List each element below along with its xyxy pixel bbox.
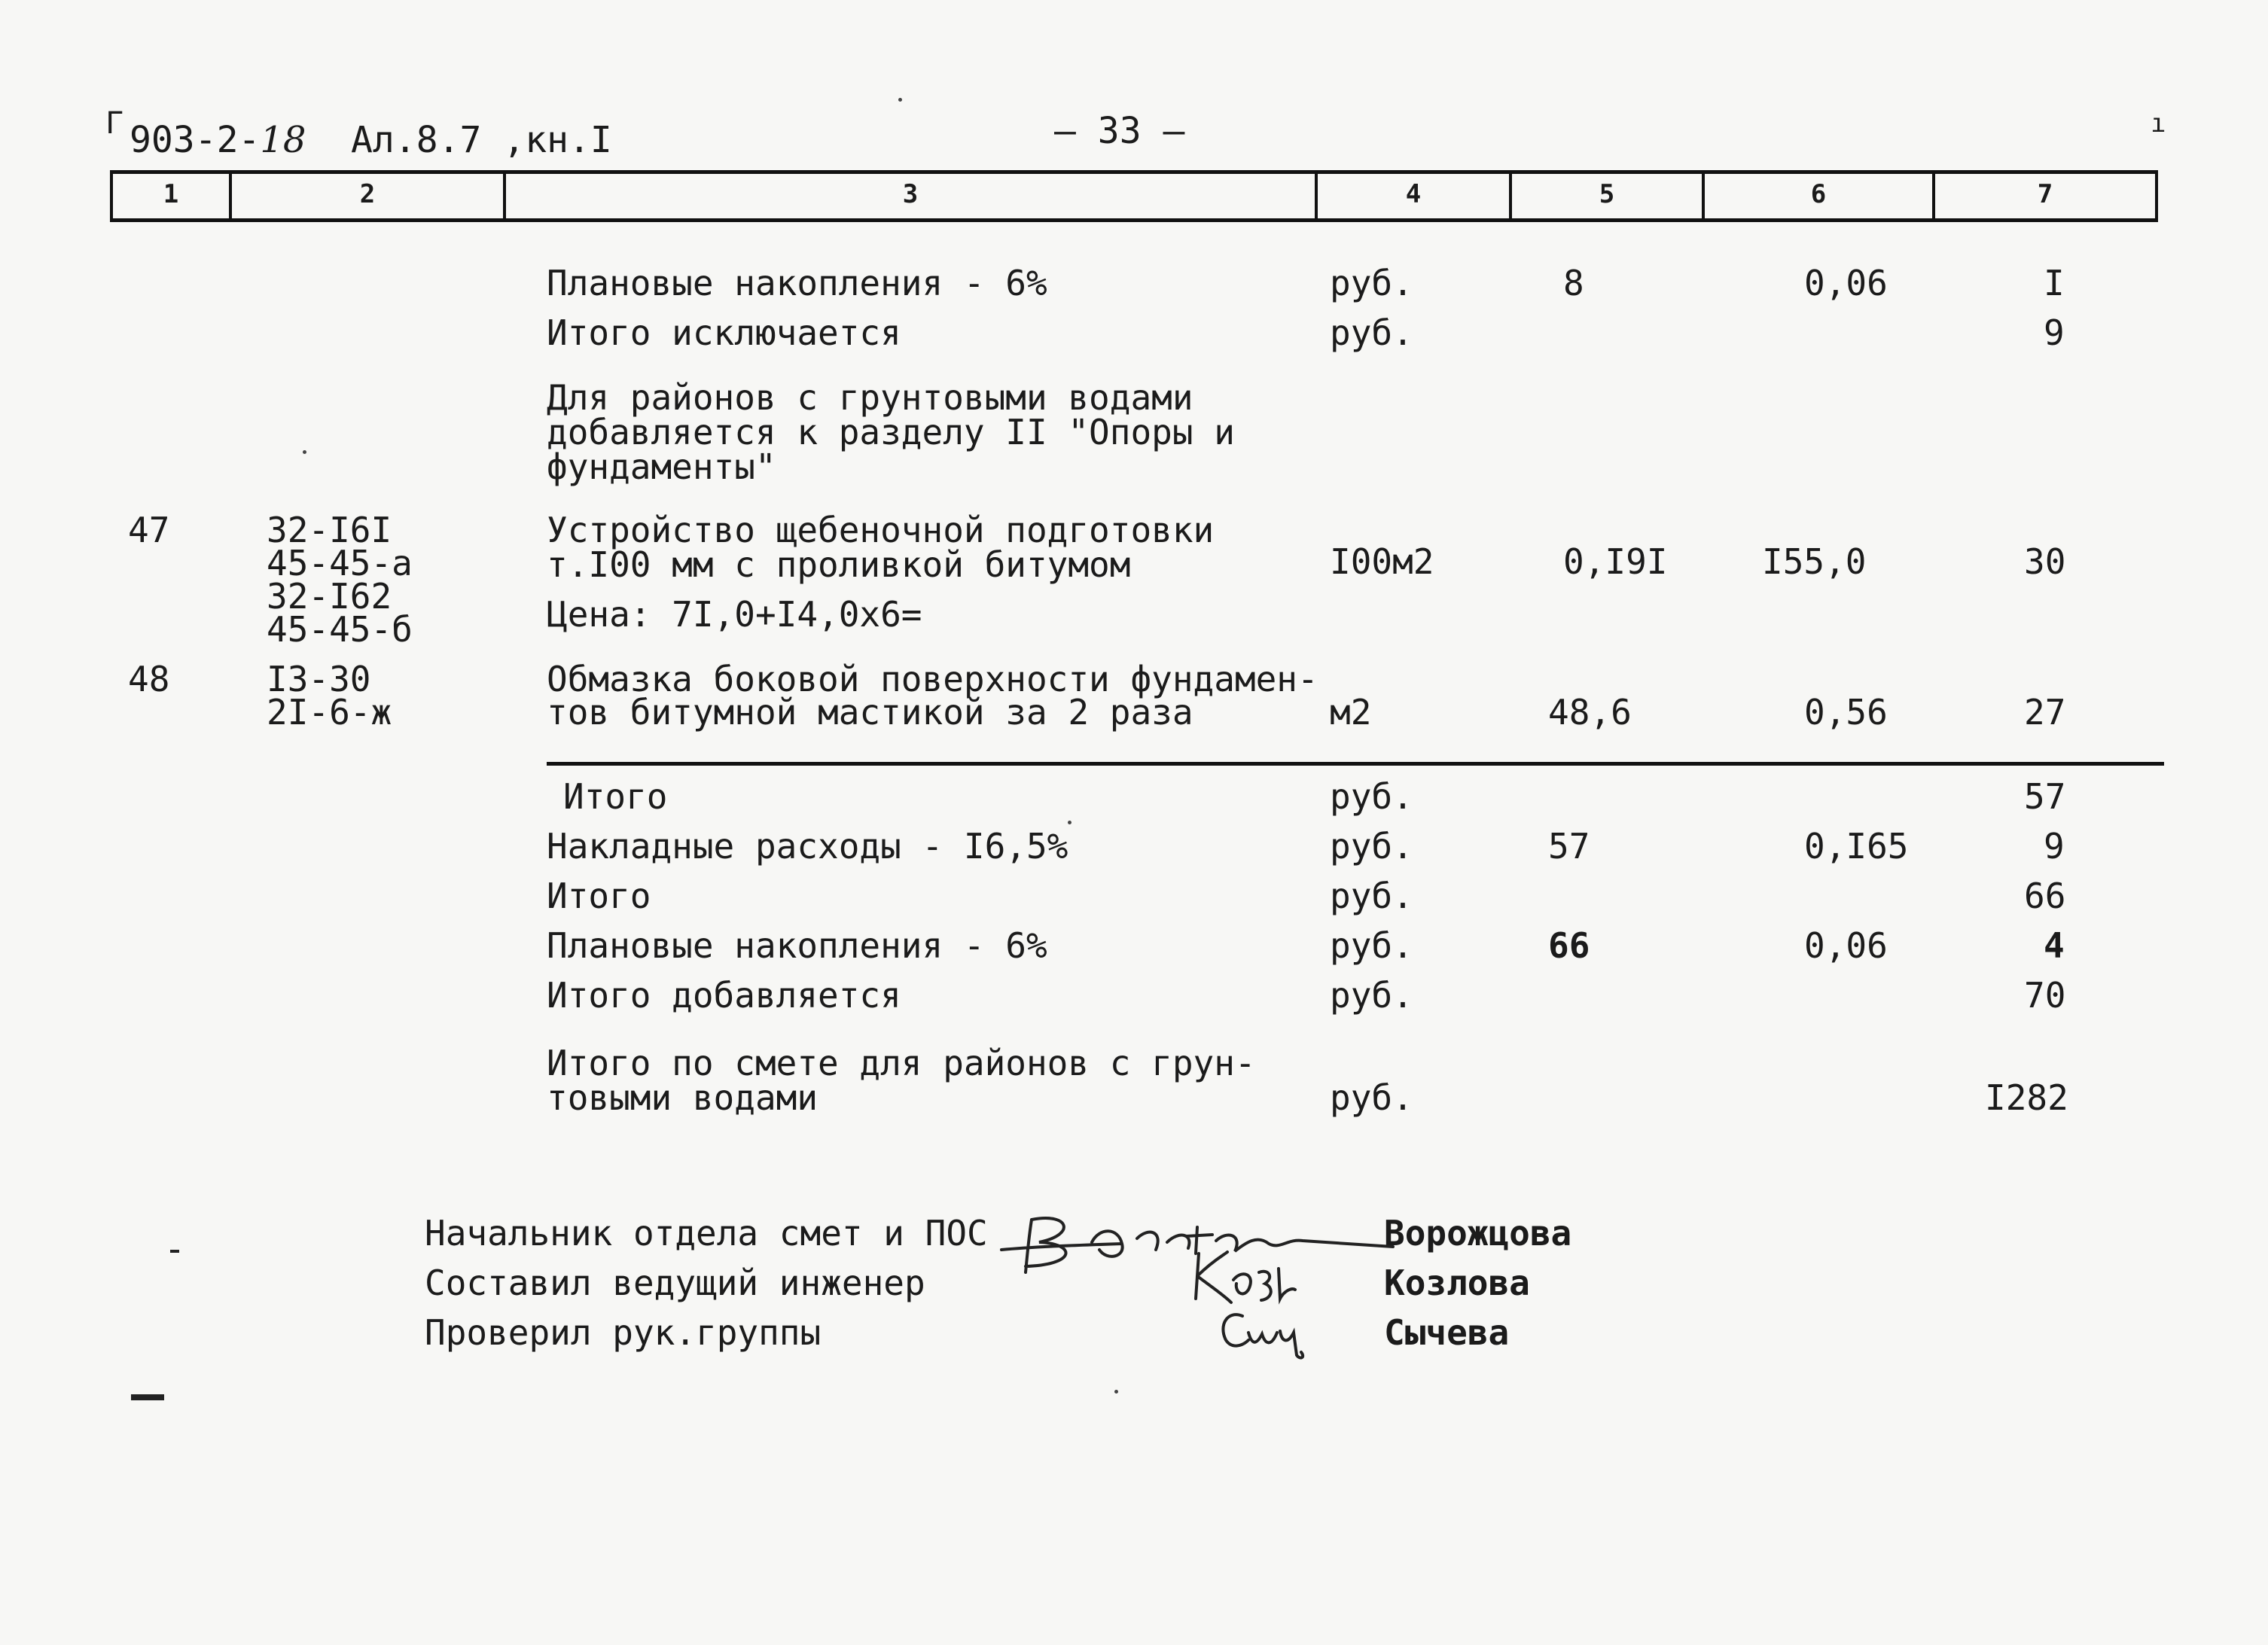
doc-code-number: 18 [260,119,306,161]
row-description: Плановые накопления - 6% [547,925,1047,966]
note-line: фундаменты" [547,446,776,487]
item-code: I3-30 [267,659,371,699]
item-price-formula: Цена: 7I,0+I4,0х6= [547,594,922,635]
signatory-role: Проверил рук.группы [425,1312,822,1353]
right-margin-mark: ı [2151,108,2166,139]
row-unit-price: 0,06 [1804,263,1888,303]
signatory-role: Составил ведущий инженер [425,1263,925,1303]
doc-code-series: 903-2- [130,119,261,161]
scan-speck [303,450,306,454]
item-code: 32-I6I [267,510,392,550]
row-unit-price: I55,0 [1762,541,1867,582]
column-number: 5 [1599,179,1615,209]
row-unit: руб. [1330,263,1413,303]
row-unit-price: 0,56 [1804,692,1888,733]
row-total: 4 [2044,925,2065,966]
row-quantity: 0,I9I [1563,541,1668,582]
scan-speck [1068,821,1072,824]
row-quantity: 66 [1548,925,1590,966]
row-total: 27 [2024,692,2066,733]
row-total: 9 [2044,826,2065,867]
row-unit: руб. [1330,312,1413,353]
column-header-bottom-rule [110,218,2158,222]
item-code: 45-45-а [267,543,413,583]
row-quantity: 8 [1563,263,1584,303]
grand-total-value: I282 [1985,1077,2068,1118]
note-line: добавляется к разделу II "Опоры и [547,412,1235,452]
column-number: 4 [1405,179,1422,209]
signatory-role: Начальник отдела смет и ПОС [425,1213,988,1254]
page-number: — 33 — [1054,110,1185,152]
signatory-name: Сычева [1384,1312,1510,1353]
row-unit: руб. [1330,975,1413,1016]
column-number: 1 [163,179,179,209]
row-unit: м2 [1330,692,1372,733]
grand-total-unit: руб. [1330,1077,1413,1118]
grand-total-description: товыми водами [547,1077,818,1118]
doc-code [130,119,306,161]
item-description: Обмазка боковой поверхности фундамен- [547,659,1318,699]
column-number: 7 [2037,179,2053,209]
signatory-name: Козлова [1384,1263,1530,1303]
row-total: 57 [2024,776,2066,817]
row-description: Итого исключается [547,312,901,353]
corner-mark: Г [105,106,124,141]
scan-speck [1114,1390,1118,1394]
item-description: т.I00 мм с проливкой битумом [547,544,1131,585]
item-code: 45-45-б [267,609,413,650]
note-line: Для районов с грунтовыми водами [547,377,1193,418]
row-unit: руб. [1330,826,1413,867]
row-total: 66 [2024,876,2066,916]
column-number: 3 [902,179,919,209]
column-divider [2155,170,2158,222]
column-number: 2 [359,179,376,209]
column-number: 6 [1810,179,1827,209]
item-description: Устройство щебеночной подготовки [547,510,1215,550]
row-unit: руб. [1330,776,1413,817]
row-quantity: 57 [1548,826,1590,867]
row-description: Итого добавляется [547,975,901,1016]
row-total: 9 [2044,312,2065,353]
row-unit: руб. [1330,876,1413,916]
item-number: 47 [128,510,170,550]
scan-mark [131,1394,164,1400]
item-code: 32-I62 [267,576,392,617]
handwritten-signature-sycheva [1212,1302,1310,1363]
row-description: Накладные расходы - I6,5% [547,826,1068,867]
column-header-top-rule [110,170,2158,174]
summary-rule [547,762,2164,766]
grand-total-description: Итого по смете для районов с грун- [547,1043,1256,1083]
item-description: тов битумной мастикой за 2 раза [547,692,1193,733]
row-total: 30 [2024,541,2066,582]
row-total: I [2044,263,2065,303]
signatory-name: Ворожцова [1384,1213,1572,1254]
row-description: Итого [563,776,668,817]
row-description: Плановые накопления - 6% [547,263,1047,303]
scan-mark [170,1250,179,1253]
row-unit: руб. [1330,925,1413,966]
row-unit-price: 0,06 [1804,925,1888,966]
item-number: 48 [128,659,170,699]
row-quantity: 48,6 [1548,692,1632,733]
row-unit-price: 0,I65 [1804,826,1909,867]
row-description: Итого [547,876,651,916]
album-reference: Ал.8.7 ,кн.I [351,119,612,161]
scan-speck [898,98,902,102]
row-unit: I00м2 [1330,541,1434,582]
row-total: 70 [2024,975,2066,1016]
item-code: 2I-6-ж [267,692,392,733]
